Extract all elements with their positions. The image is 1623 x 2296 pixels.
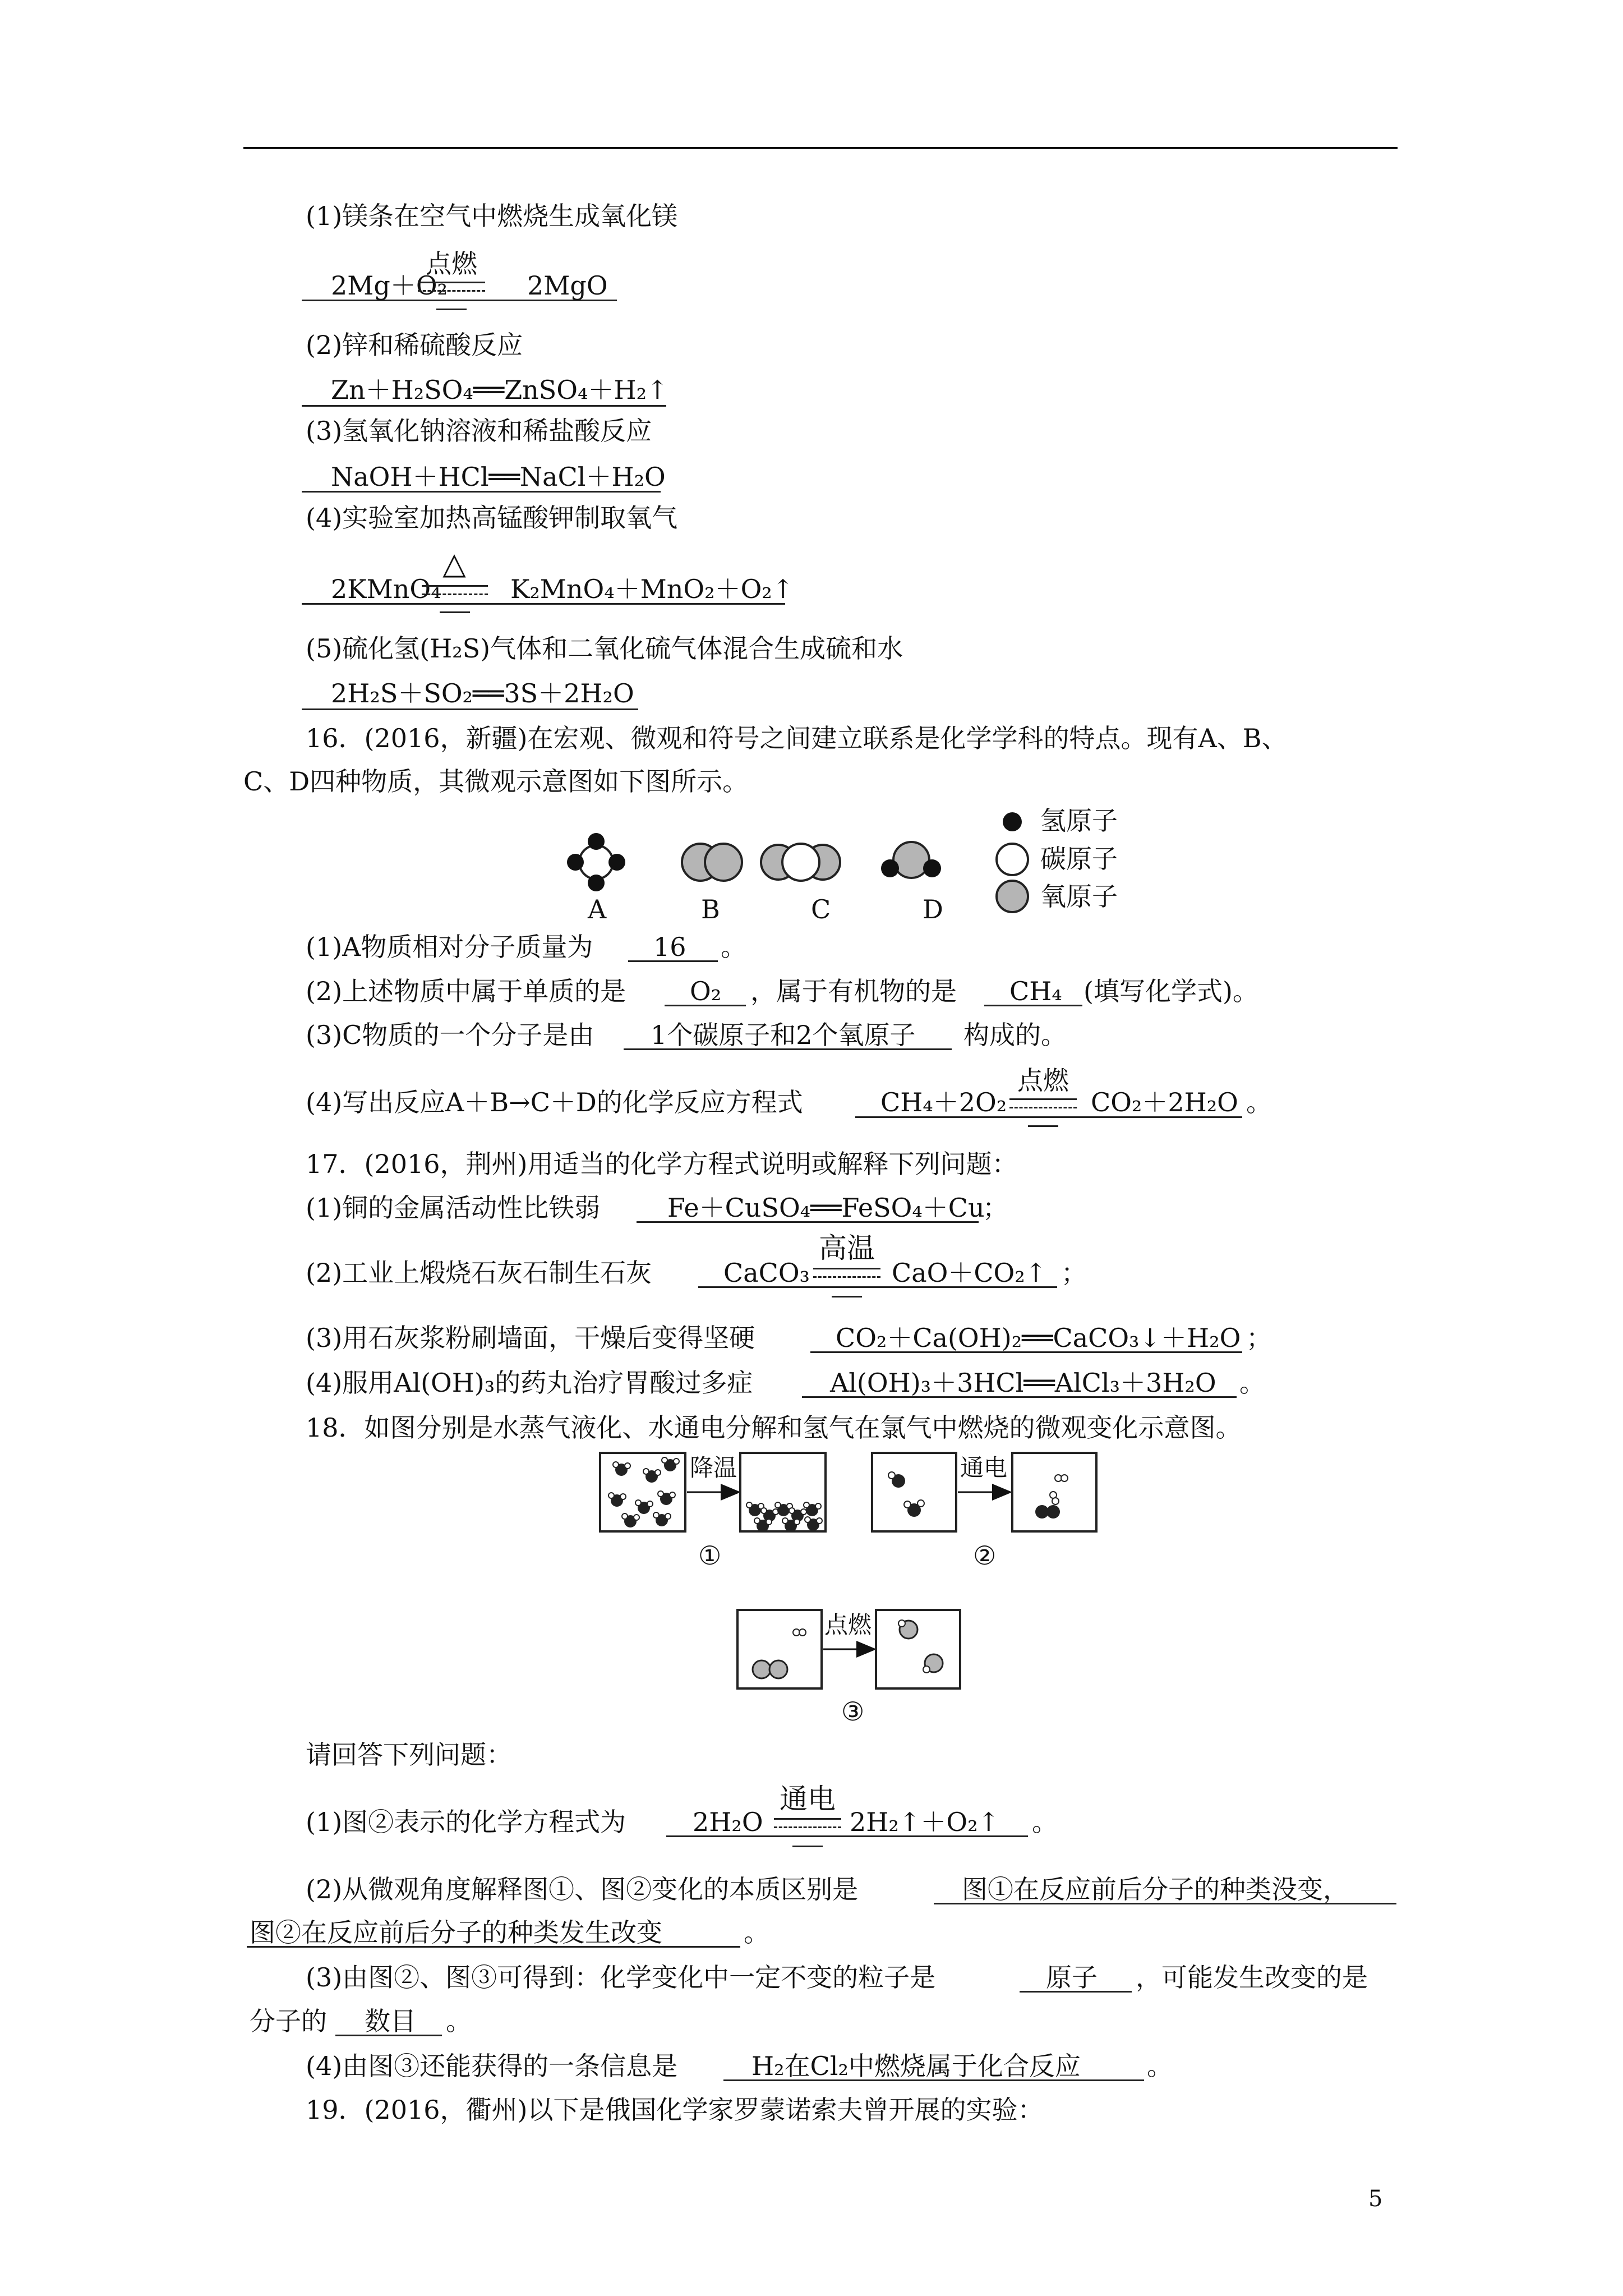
molecule-a [567,833,625,891]
q18-p1-lhs: 2H₂O [693,1807,763,1837]
q18-p2-answer-b: 图②在反应前后分子的种类发生改变 [250,1917,662,1948]
q15-p4-condition: △ [442,546,466,581]
equals-sign [1009,1107,1077,1108]
q18-p1-prompt: (1)图②表示的化学方程式为 [306,1807,626,1837]
q16-p4-lhs: CH₄＋2O₂ [880,1087,1007,1117]
q17-p3-prompt: (3)用石灰浆粉刷墙面，干燥后变得坚硬 [306,1323,755,1353]
answer-underline [637,1221,979,1223]
q17-p2-condition: 高温 [819,1232,875,1264]
answer-underline [628,960,718,962]
q17-p1-end: ； [983,1193,1008,1223]
equals-sign [774,1818,841,1820]
answer-underline [1020,1991,1132,1993]
q16-p4-condition: 点燃 [1017,1065,1069,1096]
answer-underline [302,405,666,407]
q15-p5-equation: 2H₂S＋SO₂══3S＋2H₂O [331,678,634,708]
q17-p2-end: ； [1061,1258,1087,1288]
figure-label-3: ③ [841,1696,865,1727]
answer-underline [302,300,617,301]
q18-p3-mid: ，可能发生改变的是 [1136,1962,1368,1993]
molecule-c [761,844,840,881]
equals-sign [436,309,467,310]
q16-p1-answer: 16 [653,932,686,962]
q15-p2-prompt: (2)锌和稀硫酸反应 [306,330,523,360]
q16-p2-prompt: (2)上述物质中属于单质的是 [306,976,626,1006]
answer-underline [302,603,785,605]
equals-sign [440,611,470,613]
q18-p4-answer: H₂在Cl₂中燃烧属于化合反应 [751,2051,1081,2081]
q15-p3-equation: NaOH＋HCl══NaCl＋H₂O [331,462,666,492]
q15-p4-lhs: 2KMnO₄ [331,574,441,604]
q18-p1-end: 。 [1032,1807,1058,1837]
label-c: C [811,894,831,924]
q16-p2-mid: ，属于有机物的是 [750,976,957,1006]
answer-underline [984,1005,1082,1006]
figure-label-1: ① [698,1540,722,1571]
q17-p2-lhs: CaCO₃ [723,1258,810,1288]
q16-p4-rhs: CO₂＋2H₂O [1091,1087,1238,1117]
equals-sign [422,593,488,595]
equals-sign [813,1268,880,1269]
equals-sign [418,282,485,283]
molecule-b [682,844,742,881]
label-d: D [923,894,943,924]
q15-p1-rhs: 2MgO [527,270,608,301]
molecule-d [881,842,941,878]
q17-p2-prompt: (2)工业上煅烧石灰石制生石灰 [306,1258,652,1288]
q18-ask: 请回答下列问题： [306,1740,512,1770]
q17-p4-equation: Al(OH)₃＋3HCl══AlCl₃＋3H₂O [830,1368,1216,1398]
header-rule [243,147,1398,149]
equals-sign [1009,1098,1077,1100]
q18-p3-answer2: 数目 [365,2006,416,2036]
q15-p4-rhs: K₂MnO₄＋MnO₂＋O₂↑ [510,574,794,604]
q18-p2-answer-a: 图①在反应前后分子的种类没变， [962,1874,1349,1904]
arrow-label-electrolysis: 通电 [960,1454,1008,1481]
answer-underline [698,1286,1057,1288]
q16-p3-prompt: (3)C物质的一个分子是由 [306,1020,594,1050]
q19-stem: 19．(2016，衢州)以下是俄国化学家罗蒙诺索夫曾开展的实验： [306,2095,1044,2125]
q16-p2-end: (填写化学式)。 [1083,976,1258,1006]
q16-p3-end: 构成的。 [963,1020,1067,1050]
q18-p2-end: 。 [744,1917,769,1948]
q17-p1-prompt: (1)铜的金属活动性比铁弱 [306,1193,601,1223]
equals-sign [774,1826,841,1828]
answer-underline [247,1946,740,1948]
q16-stem-line1: 16．(2016，新疆)在宏观、微观和符号之间建立联系是化学学科的特点。现有A、B、 [306,723,1288,753]
q18-p3-line2: 分子的 [250,2006,327,2036]
equals-sign [813,1276,880,1278]
answer-underline [810,1351,1242,1353]
equals-sign [792,1846,823,1847]
q17-p2-rhs: CaO＋CO₂↑ [892,1258,1047,1288]
q18-stem: 18．如图分别是水蒸气液化、水通电分解和氢气在氯气中燃烧的微观变化示意图。 [306,1412,1242,1443]
legend-carbon: 碳原子 [1040,844,1118,874]
answer-underline [665,1005,746,1006]
answer-underline [723,2079,1144,2081]
equals-sign [832,1296,862,1297]
label-a: A [588,894,607,924]
q15-p2-equation: Zn＋H₂SO₄══ZnSO₄＋H₂↑ [331,375,668,405]
q18-p3-prompt: (3)由图②、图③可得到：化学变化中一定不变的粒子是 [306,1962,936,1993]
q15-p1-prompt: (1)镁条在空气中燃烧生成氧化镁 [306,201,678,231]
q16-p2-answer2: CH₄ [1009,976,1062,1006]
hydrogen-atom-icon [1003,812,1022,831]
equals-sign [1028,1125,1058,1127]
q18-p1-rhs: 2H₂↑＋O₂↑ [850,1807,1000,1837]
figure-label-2: ② [973,1540,997,1571]
answer-underline [624,1048,952,1050]
answer-underline [302,708,638,710]
arrow-label-ignition: 点燃 [824,1611,872,1639]
q17-p3-end: ； [1246,1323,1272,1353]
q16-p1-prompt: (1)A物质相对分子质量为 [306,932,593,962]
q15-p4-prompt: (4)实验室加热高锰酸钾制取氧气 [306,503,678,533]
q17-p1-equation: Fe＋CuSO₄══FeSO₄＋Cu [667,1193,985,1223]
q18-p3-answer1: 原子 [1046,1962,1098,1993]
q15-p1-condition: 点燃 [426,249,477,279]
q17-p4-prompt: (4)服用Al(OH)₃的药丸治疗胃酸过多症 [306,1368,753,1398]
answer-underline [802,1396,1237,1398]
label-b: B [701,894,720,924]
equals-sign [418,290,485,292]
q15-p5-prompt: (5)硫化氢(H₂S)气体和二氧化硫气体混合生成硫和水 [306,633,903,664]
q18-p4-prompt: (4)由图③还能获得的一条信息是 [306,2051,678,2081]
q18-micro-diagram [589,1447,1110,1717]
q16-p1-end: 。 [721,932,746,962]
oxygen-atom-icon [997,881,1028,912]
answer-underline [855,1116,1242,1118]
answer-underline [335,2035,442,2036]
answer-underline [302,491,661,493]
q17-p4-end: 。 [1239,1368,1265,1398]
q16-p2-answer1: O₂ [690,976,722,1006]
q16-stem-line2: C、D四种物质，其微观示意图如下图所示。 [243,766,749,797]
equals-sign [422,585,488,587]
legend-hydrogen: 氢原子 [1040,806,1118,836]
answer-underline [934,1903,1396,1904]
q15-p3-prompt: (3)氢氧化钠溶液和稀盐酸反应 [306,416,652,446]
q18-p3-end: 。 [446,2006,472,2036]
q17-stem: 17．(2016，荆州)用适当的化学方程式说明或解释下列问题： [306,1149,1018,1179]
page-number: 5 [1368,2186,1383,2212]
q18-p4-end: 。 [1147,2051,1173,2081]
q16-p4-end: 。 [1246,1087,1272,1117]
q18-p2-prompt: (2)从微观角度解释图①、图②变化的本质区别是 [306,1874,859,1904]
q17-p3-equation: CO₂＋Ca(OH)₂══CaCO₃↓＋H₂O [836,1323,1241,1353]
q15-p1-lhs: 2Mg＋O₂ [331,270,448,301]
legend-oxygen: 氧原子 [1040,881,1118,912]
q16-p3-answer: 1个碳原子和2个氧原子 [651,1020,916,1050]
arrow-label-cooling: 降温 [690,1454,737,1481]
carbon-atom-icon [997,844,1028,875]
q18-p1-condition: 通电 [780,1783,836,1815]
answer-underline [666,1835,1028,1837]
q16-p4-prompt: (4)写出反应A＋B→C＋D的化学反应方程式 [306,1087,803,1117]
